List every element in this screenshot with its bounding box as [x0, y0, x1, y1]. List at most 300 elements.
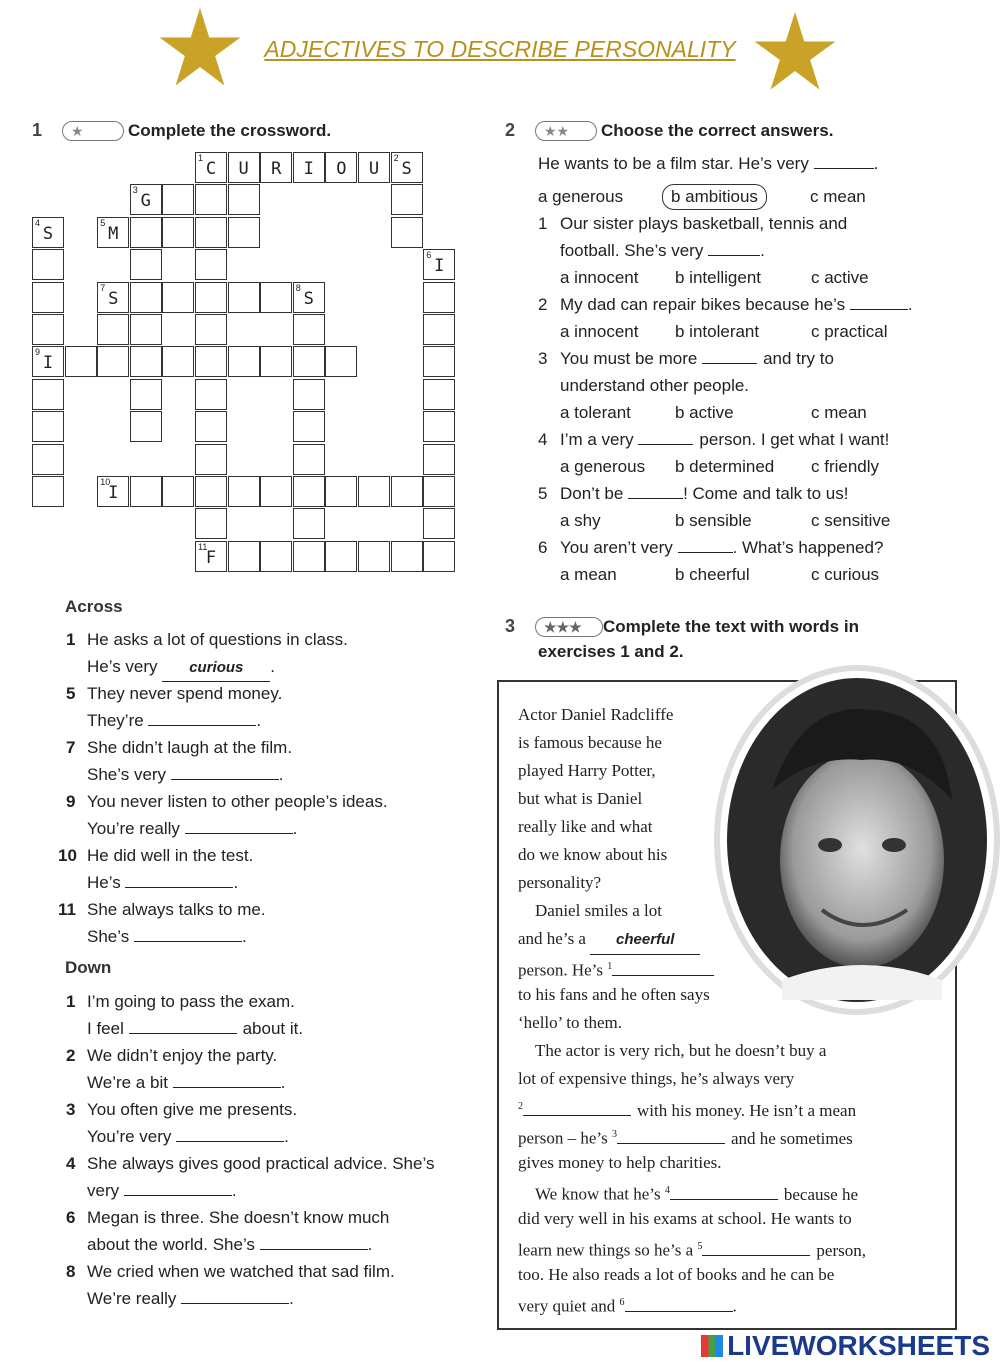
clue-number: 2	[66, 1046, 76, 1065]
cell-letter: C	[205, 159, 217, 179]
question-part: . What’s happened?	[732, 538, 884, 557]
option-c[interactable]: c practical	[811, 322, 888, 341]
crossword-cell[interactable]	[423, 444, 455, 475]
answer-blank[interactable]	[617, 1129, 725, 1144]
crossword-cell[interactable]	[32, 411, 64, 442]
crossword-cell[interactable]	[130, 314, 162, 345]
clue-end: .	[231, 1181, 237, 1200]
passage-part: very quiet and	[518, 1296, 616, 1316]
crossword-cell[interactable]	[260, 152, 292, 183]
crossword-cell[interactable]	[130, 476, 162, 507]
answer-blank[interactable]	[638, 430, 693, 445]
passage-line: but what is Daniel	[518, 789, 643, 808]
answer-blank[interactable]	[708, 241, 760, 256]
crossword-cell[interactable]	[195, 476, 227, 507]
crossword-cell[interactable]	[195, 508, 227, 539]
crossword-cell[interactable]	[228, 282, 260, 313]
passage-line: Actor Daniel Radcliffe	[518, 705, 674, 724]
crossword-cell[interactable]	[391, 541, 423, 572]
gap-number: 1	[607, 961, 613, 972]
question-part: You aren’t very	[560, 538, 673, 557]
passage-line	[518, 1093, 856, 1125]
question-part: Our sister plays basketball, tennis and	[560, 214, 848, 233]
crossword-cell[interactable]	[260, 476, 292, 507]
option-b-selected[interactable]: b ambitious	[662, 184, 767, 210]
question-end: .	[907, 295, 913, 314]
crossword-cell[interactable]	[32, 444, 64, 475]
passage-line: very quiet and $^6$ .	[518, 1296, 737, 1316]
crossword-cell[interactable]	[325, 152, 357, 183]
crossword-cell[interactable]	[293, 379, 325, 410]
answer-blank[interactable]	[628, 484, 683, 499]
passage-part: learn new things so he’s a	[518, 1240, 694, 1260]
exercise-3-number: 3	[505, 616, 516, 636]
clue-end: .	[278, 765, 284, 784]
passage-line: really like and what	[518, 817, 653, 836]
difficulty-stars: ★	[62, 121, 124, 141]
passage-line	[518, 1121, 853, 1153]
clue-number: 1	[66, 630, 76, 649]
passage-line: is famous because he	[518, 733, 662, 752]
option-b[interactable]: b active	[675, 403, 734, 422]
answer-blank[interactable]	[148, 725, 256, 726]
crossword-cell[interactable]	[325, 476, 357, 507]
crossword-cell[interactable]	[97, 314, 129, 345]
question-text-line2	[560, 372, 749, 399]
passage-line: ‘hello’ to them.	[518, 1013, 623, 1032]
passage-part: and he’s a	[518, 929, 586, 948]
crossword-cell[interactable]	[325, 346, 357, 377]
passage-part: person,	[816, 1240, 866, 1260]
answer-blank[interactable]	[850, 295, 908, 310]
crossword-cell[interactable]	[391, 152, 423, 183]
answer-blank[interactable]	[523, 1101, 631, 1116]
crossword-cell[interactable]	[423, 379, 455, 410]
clue-prompt: I feel	[87, 1019, 124, 1038]
exercise-3-instruction-line2: exercises 1 and 2.	[538, 642, 684, 661]
question-part: and try to	[763, 349, 834, 368]
crossword-cell[interactable]	[228, 346, 260, 377]
answer-blank[interactable]	[171, 779, 279, 780]
clue-end: .	[233, 873, 239, 892]
crossword-cell[interactable]	[195, 411, 227, 442]
clue-end: .	[256, 711, 262, 730]
clue-number: 10	[100, 477, 111, 487]
clue-number: 1	[198, 153, 204, 163]
crossword-cell[interactable]	[162, 476, 194, 507]
option-c[interactable]: c curious	[811, 565, 880, 584]
passage-line: did very well in his exams at school. He wants to	[518, 1209, 852, 1228]
crossword-cell[interactable]	[195, 184, 227, 215]
answer-blank[interactable]	[670, 1185, 778, 1200]
clue-end: .	[270, 657, 276, 676]
crossword-cell[interactable]	[358, 541, 390, 572]
option-b[interactable]: b cheerful	[675, 565, 750, 584]
cell-letter: U	[368, 159, 380, 179]
gap-number: 2	[518, 1101, 523, 1112]
option-c[interactable]: c friendly	[811, 457, 880, 476]
clue-prompt: We’re a bit	[87, 1073, 168, 1092]
crossword-cell[interactable]	[162, 282, 194, 313]
question-part: person. I get what I want!	[699, 430, 890, 449]
crossword-cell[interactable]	[65, 346, 97, 377]
answer-blank[interactable]	[625, 1297, 733, 1312]
crossword-cell[interactable]	[293, 282, 325, 313]
crossword-cell[interactable]	[97, 217, 129, 248]
passage-line	[518, 925, 700, 955]
passage-line	[518, 953, 714, 985]
answer-blank[interactable]	[612, 961, 714, 976]
clue-prompt: We’re really	[87, 1289, 177, 1308]
crossword-cell[interactable]	[391, 184, 423, 215]
crossword-cell[interactable]	[293, 314, 325, 345]
gap-number: 3	[611, 1129, 617, 1140]
clue-number: 10	[58, 846, 77, 865]
clue-answer-line	[87, 1231, 372, 1258]
clue-text: You often give me presents.	[87, 1100, 298, 1119]
question-text	[560, 534, 883, 561]
answer-blank[interactable]	[260, 1249, 368, 1250]
crossword-cell[interactable]	[293, 541, 325, 572]
answer-blank[interactable]	[173, 1087, 281, 1088]
crossword-cell[interactable]	[195, 379, 227, 410]
option-b[interactable]: b determined	[675, 457, 775, 476]
clue-number: 7	[100, 282, 106, 293]
answer-blank[interactable]	[702, 349, 757, 364]
clue-prompt: very	[87, 1181, 120, 1200]
crossword-cell[interactable]	[195, 152, 227, 183]
clue-prompt: They’re	[87, 711, 144, 730]
question-part: understand other people.	[560, 376, 750, 395]
clue-text: We didn’t enjoy the party.	[87, 1046, 278, 1065]
clue-prompt: She’s	[87, 927, 130, 946]
clue-answer-line	[87, 653, 275, 682]
crossword-cell[interactable]	[162, 184, 194, 215]
clue-answer-line	[87, 707, 261, 734]
question-number: 1	[538, 214, 548, 233]
crossword-cell[interactable]	[130, 379, 162, 410]
clue-text: We cried when we watched that sad film.	[87, 1262, 395, 1281]
crossword-cell[interactable]	[423, 249, 455, 280]
clue-text: She always gives good practical advice. She’s	[87, 1154, 435, 1173]
clue-number: 3	[132, 185, 138, 196]
question-number: 6	[538, 538, 548, 557]
exercise-2-number: 2	[505, 120, 516, 140]
passage-line: The actor is very rich, but he doesn’t buy a	[535, 1041, 827, 1060]
clue-end: .	[289, 1289, 294, 1308]
clue-number: 4	[35, 217, 41, 228]
crossword-cell[interactable]	[423, 508, 455, 539]
clue-number: 9	[35, 347, 41, 358]
question-part: I’m a very	[560, 430, 634, 449]
clue-number: 5	[66, 684, 76, 703]
clue-answer-line	[87, 1123, 289, 1150]
answer-blank[interactable]	[702, 1241, 810, 1256]
question-part: Don’t be	[560, 484, 624, 503]
answer-blank[interactable]	[134, 941, 242, 942]
question-number: 3	[538, 349, 548, 368]
option-a[interactable]: a mean	[560, 565, 617, 584]
crossword-cell[interactable]	[130, 217, 162, 248]
difficulty-stars: ★★★	[535, 617, 603, 637]
clue-number: 1	[66, 992, 76, 1011]
passage-line	[518, 1233, 866, 1265]
clue-end: .	[292, 819, 298, 838]
clue-end: .	[280, 1073, 286, 1092]
crossword-cell[interactable]	[228, 541, 260, 572]
example-question: He wants to be a film star. He’s very .	[538, 154, 879, 173]
cell-letter: U	[238, 159, 249, 179]
clue-number: 8	[66, 1262, 76, 1281]
clue-prompt: about the world. She’s	[87, 1235, 255, 1254]
question-text-line2	[560, 237, 765, 264]
clue-text: He did well in the test.	[87, 846, 254, 865]
cell-letter: M	[108, 223, 119, 244]
gap-number: 6	[619, 1297, 625, 1308]
clue-number: 3	[66, 1100, 76, 1119]
option-b[interactable]: b intelligent	[675, 268, 762, 287]
answer-blank[interactable]	[185, 833, 293, 834]
crossword-cell[interactable]	[32, 379, 64, 410]
cell-letter: F	[205, 547, 217, 568]
clue-text: Megan is three. She doesn’t know much	[87, 1208, 390, 1227]
crossword-cell[interactable]	[130, 249, 162, 280]
gap-number: 5	[697, 1241, 703, 1252]
passage-line	[535, 1177, 858, 1209]
crossword-cell[interactable]	[358, 152, 390, 183]
clue-number: 11	[198, 541, 208, 552]
clue-prompt: You’re really	[87, 819, 180, 838]
crossword-cell[interactable]	[293, 346, 325, 377]
clue-end: .	[367, 1235, 373, 1254]
answer-blank[interactable]	[129, 1033, 237, 1034]
question-text	[560, 291, 913, 318]
crossword-cell[interactable]	[293, 152, 325, 183]
option-a[interactable]: a innocent	[560, 322, 639, 341]
crossword-cell[interactable]	[32, 217, 64, 248]
crossword-cell[interactable]	[32, 476, 64, 507]
star-icon	[750, 12, 840, 92]
clue-end: .	[284, 1127, 289, 1146]
clue-number: 7	[66, 738, 76, 757]
crossword-cell[interactable]	[195, 346, 227, 377]
clue-number: 9	[66, 792, 76, 811]
exercise-2-instruction: Choose the correct answers.	[601, 121, 834, 140]
clue-answer-line	[87, 1069, 285, 1096]
crossword-cell[interactable]	[130, 282, 162, 313]
crossword-cell[interactable]	[423, 282, 455, 313]
question-text	[560, 480, 848, 507]
answer-blank[interactable]	[678, 538, 733, 553]
question-number: 2	[538, 295, 548, 314]
crossword-cell[interactable]	[391, 476, 423, 507]
cell-letter: R	[271, 159, 282, 179]
across-heading: Across	[65, 597, 123, 616]
passage-line: do we know about his	[518, 845, 668, 864]
question-text	[560, 345, 834, 372]
crossword-cell[interactable]	[391, 217, 423, 248]
question-end: .	[760, 241, 765, 260]
question-part: You must be more	[560, 349, 698, 368]
crossword-cell[interactable]	[195, 217, 227, 248]
answer-blank[interactable]	[125, 887, 233, 888]
passage-line: to his fans and he often says	[518, 985, 710, 1004]
cell-letter: S	[108, 288, 119, 309]
clue-answer-line	[87, 761, 284, 788]
crossword-cell[interactable]	[97, 476, 129, 507]
option-a[interactable]: a shy	[560, 511, 601, 530]
crossword-cell[interactable]	[423, 541, 455, 572]
answer-blank[interactable]	[181, 1303, 289, 1304]
clue-text: You never listen to other people’s ideas.	[87, 792, 388, 811]
cell-letter: S	[401, 159, 412, 179]
clue-prompt: You’re very	[87, 1127, 172, 1146]
clue-answer-line	[87, 869, 238, 896]
question-part: football. She’s very	[560, 241, 704, 260]
portrait-photo	[712, 660, 1000, 1020]
crossword-cell[interactable]	[260, 541, 292, 572]
clue-number: 6	[66, 1208, 76, 1227]
option-a[interactable]: a generous	[538, 187, 624, 206]
crossword-cell[interactable]	[358, 476, 390, 507]
difficulty-stars: ★★	[535, 121, 597, 141]
crossword-cell[interactable]	[32, 282, 64, 313]
passage-line: played Harry Potter,	[518, 761, 656, 780]
answer-blank[interactable]	[814, 154, 874, 169]
clue-number: 5	[100, 217, 106, 228]
passage-part: person. He’s	[518, 960, 603, 980]
crossword-cell[interactable]	[32, 314, 64, 345]
crossword-cell[interactable]	[130, 184, 162, 215]
exercise-1-instruction: Complete the crossword.	[128, 121, 332, 140]
passage-line: too. He also reads a lot of books and he can be	[518, 1265, 835, 1284]
cell-letter: S	[42, 223, 54, 244]
passage-line: Daniel smiles a lot	[535, 901, 663, 920]
example-answer[interactable]: cheerful	[590, 926, 700, 955]
crossword-cell[interactable]	[195, 282, 227, 313]
cell-letter: I	[108, 483, 119, 503]
crossword-cell[interactable]	[97, 346, 129, 377]
clue-text: She didn’t laugh at the film.	[87, 738, 293, 757]
passage-part: because he	[783, 1184, 858, 1204]
crossword-cell[interactable]	[32, 249, 64, 280]
crossword-cell[interactable]	[325, 541, 357, 572]
passage-line: gives money to help charities.	[518, 1153, 722, 1172]
question-part: ! Come and talk to us!	[683, 484, 849, 503]
clue-prompt: He’s very	[87, 657, 158, 676]
crossword-cell[interactable]	[195, 444, 227, 475]
passage-line: personality?	[518, 873, 602, 892]
cell-letter: I	[303, 159, 314, 179]
option-b[interactable]: b sensible	[675, 511, 752, 530]
exercise-1-number: 1	[32, 120, 43, 140]
clue-text: She always talks to me.	[87, 900, 266, 919]
crossword-cell[interactable]	[228, 476, 260, 507]
crossword-cell[interactable]	[195, 541, 227, 572]
liveworksheets-logo: LIVEWORKSHEETS	[701, 1330, 990, 1362]
crossword-cell[interactable]	[228, 217, 260, 248]
cell-letter: G	[140, 191, 151, 212]
cell-letter: I	[434, 256, 445, 277]
option-c[interactable]: c active	[811, 268, 869, 287]
answer-blank[interactable]	[124, 1195, 232, 1196]
question-part: My dad can repair bikes because he’s	[560, 295, 846, 314]
clue-number: 2	[393, 153, 399, 163]
page-title: ADJECTIVES TO DESCRIBE PERSONALITY	[264, 36, 736, 62]
crossword-cell[interactable]	[293, 411, 325, 442]
clue-answer-line	[87, 1015, 303, 1042]
passage-part: and he sometimes	[730, 1128, 853, 1148]
example-text: He wants to be a film star. He’s very	[538, 154, 809, 173]
clue-answer-line	[87, 923, 247, 950]
crossword-cell[interactable]	[162, 217, 194, 248]
crossword-cell[interactable]	[423, 314, 455, 345]
answer-blank[interactable]	[176, 1141, 284, 1142]
option-a[interactable]: a generous	[560, 457, 646, 476]
option-b[interactable]: b intolerant	[675, 322, 760, 341]
clue-answer-line	[87, 815, 297, 842]
crossword-cell[interactable]	[228, 184, 260, 215]
crossword-cell[interactable]	[293, 508, 325, 539]
question-text	[560, 426, 889, 453]
crossword-cell[interactable]	[32, 346, 64, 377]
passage-line: lot of expensive things, he’s always very	[518, 1069, 795, 1088]
clue-number: 6	[426, 250, 432, 261]
gap-number: 4	[664, 1185, 670, 1196]
crossword-cell[interactable]	[228, 152, 260, 183]
answer-blank[interactable]: curious	[162, 654, 270, 682]
passage-part: with his money. He isn’t a mean	[637, 1100, 857, 1120]
option-c[interactable]: c sensitive	[811, 511, 891, 530]
crossword-cell[interactable]	[130, 346, 162, 377]
crossword-cell[interactable]	[195, 314, 227, 345]
crossword-cell[interactable]	[293, 476, 325, 507]
passage-part: We know that he’s	[535, 1184, 661, 1204]
crossword-cell[interactable]	[130, 411, 162, 442]
clue-answer-line	[87, 1177, 237, 1204]
clue-answer-line	[87, 1285, 294, 1312]
crossword-cell[interactable]	[293, 444, 325, 475]
question-number: 4	[538, 430, 548, 449]
option-a[interactable]: a tolerant	[560, 403, 631, 422]
option-c[interactable]: c mean	[811, 403, 867, 422]
crossword-cell[interactable]	[162, 346, 194, 377]
crossword-cell[interactable]	[195, 249, 227, 280]
clue-number: 8	[295, 282, 301, 293]
crossword-cell[interactable]	[423, 476, 455, 507]
clue-end: .	[241, 927, 247, 946]
option-a[interactable]: a innocent	[560, 268, 639, 287]
crossword-cell[interactable]	[423, 411, 455, 442]
clue-prompt: She’s very	[87, 765, 167, 784]
exercise-3-instruction-line1: Complete the text with words in	[603, 617, 859, 636]
clue-number: 4	[66, 1154, 76, 1173]
cell-letter: I	[42, 353, 54, 374]
cell-letter: O	[336, 159, 347, 179]
clue-text: He asks a lot of questions in class.	[87, 630, 348, 649]
crossword-cell[interactable]	[260, 282, 292, 313]
crossword-cell[interactable]	[423, 346, 455, 377]
question-number: 5	[538, 484, 548, 503]
down-heading: Down	[65, 958, 112, 977]
clue-number: 11	[58, 900, 76, 919]
crossword-cell[interactable]	[97, 282, 129, 313]
clue-prompt: He’s	[87, 873, 121, 892]
crossword-cell[interactable]	[260, 346, 292, 377]
cell-letter: S	[303, 288, 314, 309]
option-c[interactable]: c mean	[810, 187, 866, 206]
question-text	[560, 210, 847, 237]
